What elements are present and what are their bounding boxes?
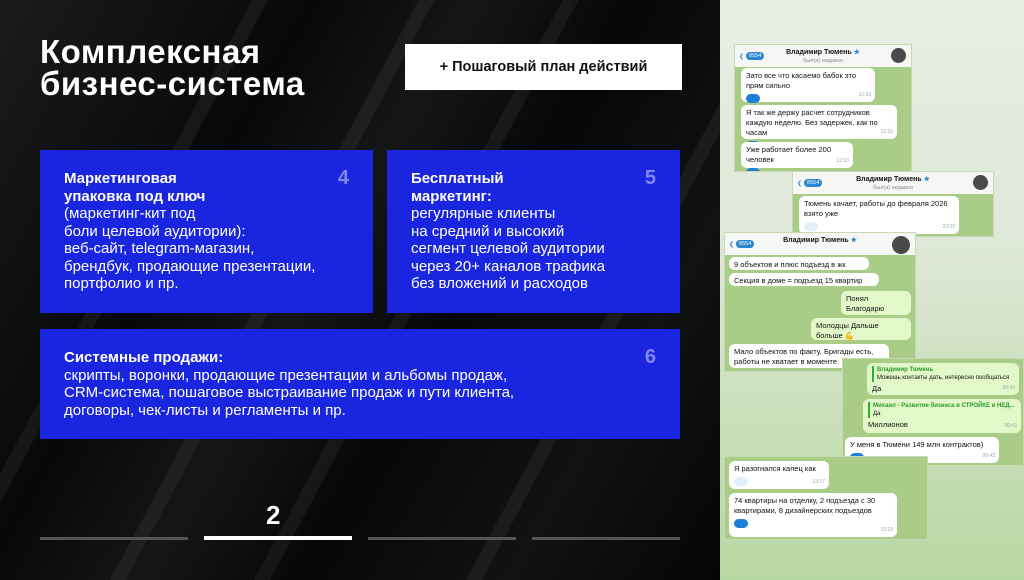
card-text: брендбук, продающие презентации, [64,257,316,275]
chevron-left-icon: ❮ [797,180,803,187]
contact-name: Владимир Тюмень ★ [783,237,857,244]
card-text: боли целевой аудитории): [64,222,246,240]
chat-header [793,172,993,194]
title-line-1: Комплексная [40,33,261,70]
card-text: CRM-система, пошаговое выстраивание продаж и пути клиента, [64,384,515,401]
reactions[interactable] [746,94,870,103]
card-heading: Маркетинговая [64,170,177,187]
card-text: сегмент целевой аудитории [411,240,605,257]
pagination-segment-active[interactable] [204,536,352,540]
card-text: договоры, чек-листы и регламенты и пр. [64,401,346,419]
reply-quote[interactable]: Михаил - Развитие бизнеса в СТРОЙКЕ и НЕД... Да [868,402,1016,418]
chat-message-outgoing: Молодцы Дальше больше 💪 [811,318,911,340]
card-system-sales [40,329,680,439]
card-text: портфолио и пр. [64,275,179,292]
chat-message-outgoing: Владимир Тюмень Можешь контакты дать, интересно пообщаться Да 00:43 [867,363,1019,395]
avatar[interactable] [892,236,910,254]
chat-message: Мало объектов по факту. Бригады есть, работы не хватает в моменте [729,344,889,368]
star-icon: ★ [853,49,860,56]
unread-badge: 8554 [746,52,764,60]
star-icon: ★ [850,237,857,244]
card-number: 4 [337,167,349,189]
chat-message-outgoing: Михаил - Развитие бизнеса в СТРОЙКЕ и НЕД... Да Миллионов 00:43 [863,399,1021,433]
reactions[interactable] [734,519,892,528]
chevron-left-icon: ❮ [739,53,745,60]
chat-message-outgoing: Понял Благодарю [841,291,911,315]
card-marketing-package [40,150,373,313]
chat-window [724,232,916,372]
unread-badge: 8554 [804,179,822,187]
card-heading: Бесплатный [411,170,504,187]
card-number: 5 [644,167,656,189]
card-text: регулярные клиенты [411,205,556,222]
avatar[interactable] [891,48,906,63]
pagination-segment[interactable] [368,537,516,540]
chat-message: Зато все что касаемо бабок это прям сильно 12:33 [741,68,875,102]
card-text: без вложений и расходов [411,275,588,292]
contact-name: Владимир Тюмень ★ [786,49,860,56]
chat-message: Я так же держу расчет сотрудников каждую неделю. Без задержек, как по часам 12:33 [741,105,897,139]
chat-message: Тюмень качает, работы до февраля 2026 взято уже 23:03 [799,196,959,234]
chat-message: У меня в Тюмени 149 млн контрактов) 00:43 [845,437,999,463]
reactions[interactable] [804,222,954,231]
reactions[interactable] [734,477,824,486]
card-heading: маркетинг: [411,187,492,205]
chat-window [734,44,912,172]
card-text: скрипты, воронки, продающие презентации и альбомы продаж, [64,366,508,384]
contact-status: был(а) недавно [873,185,913,191]
pagination-segment[interactable] [532,537,680,540]
unread-badge: 8554 [736,240,754,248]
pagination-segment[interactable] [40,537,188,540]
chat-message: Секция в доме = подъезд 15 квартир [729,273,879,286]
chat-message: 74 квартиры на отделку, 2 подъезда с 30 квартирами, 8 дизайнерских подъездов 13:18 [729,493,897,537]
card-free-marketing [387,150,680,313]
step-plan-button[interactable]: + Пошаговый план действий [405,44,682,90]
chat-window [724,456,928,540]
chat-screenshots-panel [720,0,1024,580]
card-text: веб-сайт, telegram-магазин, [64,240,255,257]
card-heading: упаковка под ключ [64,187,206,205]
contact-name: Владимир Тюмень ★ [856,176,930,183]
card-text: на средний и высокий [411,222,565,240]
card-text: через 20+ каналов трафика [411,257,605,275]
chat-message: Я разогнался капец как 13:17 [729,461,829,489]
card-text: (маркетинг-кит под [64,205,196,222]
contact-status: был(а) недавно [803,58,843,64]
chat-header [735,45,911,67]
chat-message: 9 объектов и плюс подъезд в жк [729,257,869,270]
reply-quote[interactable]: Владимир Тюмень Можешь контакты дать, интересно пообщаться [872,366,1014,382]
chat-window [792,171,994,237]
star-icon: ★ [923,176,930,183]
card-heading: Системные продажи: [64,349,224,366]
title-line-2: бизнес-система [40,65,305,102]
page-number: 2 [266,500,281,530]
chat-window [842,358,1024,466]
chat-message: Уже работает более 200 человек 12:33 [741,142,853,168]
chat-header [725,233,915,255]
slide-title [40,33,305,102]
card-number: 6 [644,346,656,368]
avatar[interactable] [973,175,988,190]
chevron-left-icon: ❮ [729,241,735,248]
